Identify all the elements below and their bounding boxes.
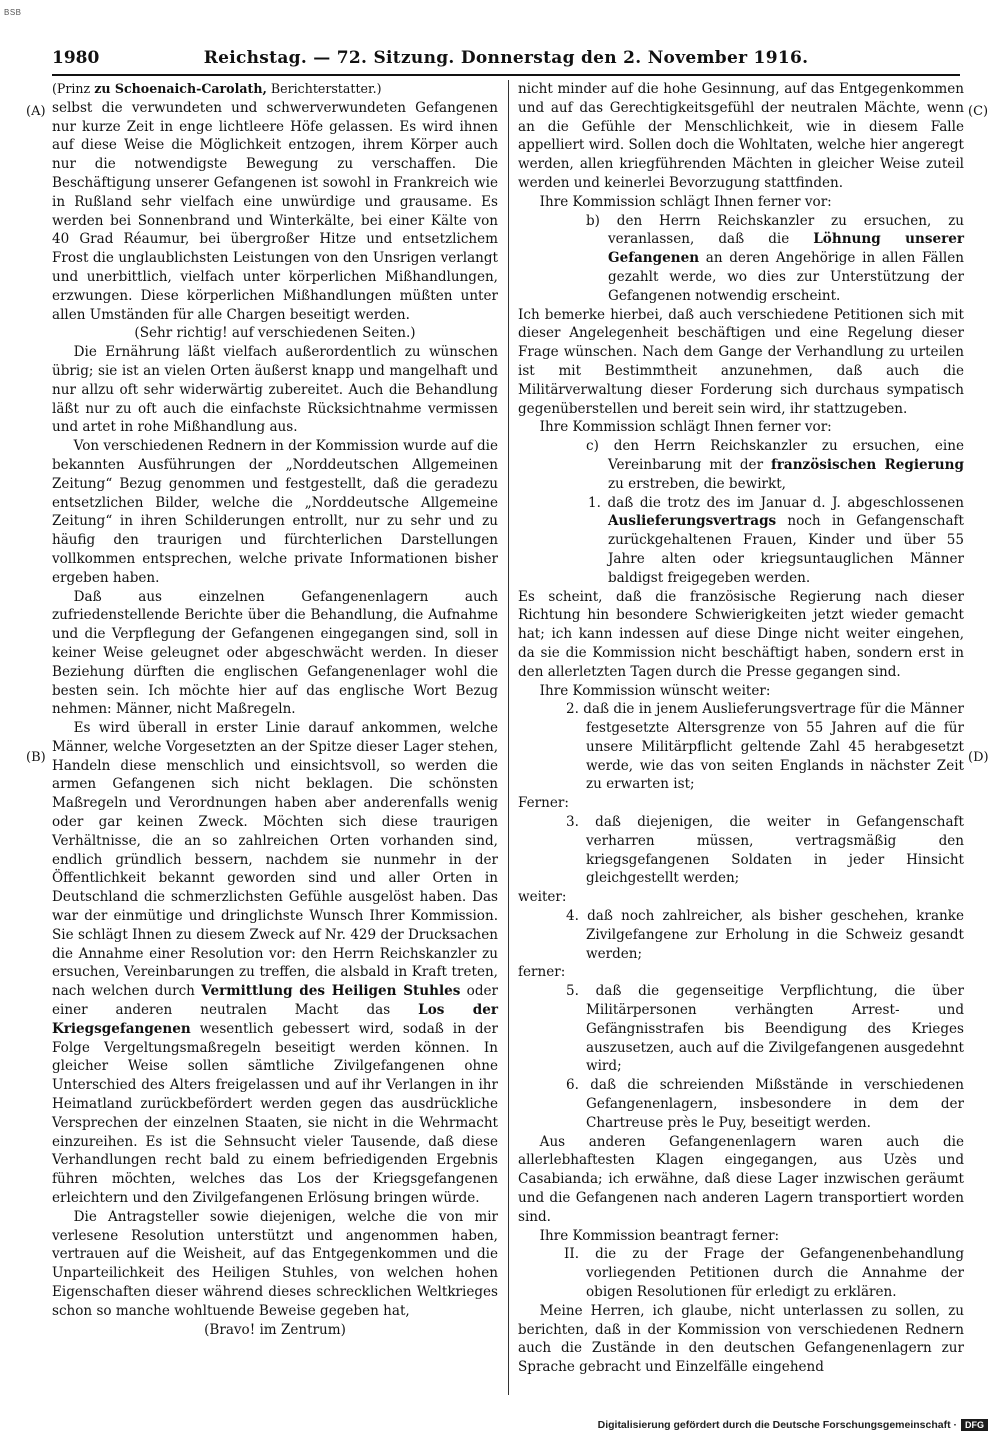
dfg-logo: DFG: [961, 1419, 988, 1431]
speaker-prefix: (Prinz: [52, 81, 95, 96]
page-number: 1980: [52, 48, 100, 68]
left-column: [52, 80, 498, 1339]
emphasis: französischen Regierung: [770, 456, 964, 473]
interjection: (Sehr richtig! auf verschiedenen Seiten.): [134, 325, 416, 342]
margin-mark-d: (D): [968, 750, 989, 765]
speaker-line: [52, 80, 498, 99]
text-run: noch in Gefangenschaft zurückgehaltenen Frauen, Kinder und über 55 Jahre alten oder kriegsuntauglichen Männer baldigst freigegeben werden.: [608, 513, 964, 586]
paragraph: Ihre Kommission wünscht weiter:: [539, 682, 771, 699]
right-column: [518, 80, 964, 1377]
text-run: wesentlich gebessert wird, sodaß in der Folge Vergeltungsmaßregeln beseitigt werden können. In gleicher Weise sollen sämtliche Zivilgefangenen ohne Unterschied des Alters freigelassen und auf ihr Verlangen in ihr Heimatland zurückbefördert werden gegen das ausdrückliche Versprechen der einzelnen Staaten, sie nicht in die Wehrmacht einzureihen. Es ist die Sehnsucht vieler Tausende, daß diese Verhandlungen recht bald zu einem befriedigenden Ergebnis führen möchten, welches das Los der Kriegsgefangenen erleichtern und den Zivilgefangenen Erlösung bringen würde.: [52, 1020, 498, 1207]
paragraph: Ihre Kommission beantragt ferner:: [539, 1227, 780, 1244]
emphasis: Los der Kriegsgefangenen: [52, 1002, 498, 1037]
column-divider: [508, 80, 509, 1395]
paragraph: Ich bemerke hierbei, daß auch verschiedene Petitionen sich mit dieser Angelegenheit beschäftigen und eine Regelung dieser Frage wünschen. Nach dem Gange der Verhandlung zu urteilen ist mit Bestimmtheit anzunehmen, daß auch die Militärverwaltung dieser Forderung sich durchaus sympatisch gegenüberstellen und bereit sein wird, ihr stattzugeben.: [518, 306, 964, 417]
funding-note: Digitalisierung gefördert durch die Deutsche Forschungsgemeinschaft ·: [597, 1419, 957, 1431]
paragraph-resolution: [52, 719, 498, 1208]
emphasis: Auslieferungsvertrags: [608, 513, 777, 530]
text-run: zu erstreben, die bewirkt,: [608, 475, 786, 492]
interjection: (Bravo! im Zentrum): [204, 1321, 346, 1338]
emphasis: Vermittlung des Heiligen Stuhles: [201, 983, 461, 1000]
paragraph: Die Antragsteller sowie diejenigen, welche die von mir verlesene Resolution unterstützt und angenommen haben, vertrauen auf die Weisheit, auf das Entgegenkommen und die Unparteilichkeit des Heiligen Stuhles, von welchen hohen Eigenschaften dieser während dieses schrecklichen Weltkrieges schon so manche wohltuende Beweise gegeben hat,: [52, 1208, 498, 1319]
paragraph: nicht minder auf die hohe Gesinnung, auf das Entgegenkommen und auf das Gerechtigkeitsgefühl der neutralen Mächte, wenn an die Gefühle der Menschlichkeit, wie in diesem Falle appelliert wird. Sollen doch die Wohltaten, welche hier angeregt werden, allen kriegführenden Mächten in gleicher Weise zuteil werden und keinerlei Bevorzugung stattfinden.: [518, 81, 964, 191]
speaker-name: zu Schoenaich-Carolath,: [94, 81, 267, 96]
page-header: [52, 46, 960, 76]
list-item-5: 5. daß die gegenseitige Verpflichtung, die über Militärpersonen verhängten Arrest- und Gefängnisstrafen bis Beendigung des Krieges auszusetzen, auch auf die Zivilgefangenen ausgedehnt wird;: [566, 983, 964, 1075]
connector-word: ferner:: [518, 964, 566, 981]
paragraph: Ihre Kommission schlägt Ihnen ferner vor:: [539, 193, 832, 210]
list-item-ii: II. die zu der Frage der Gefangenenbehandlung vorliegenden Petitionen durch die Annahme der obigen Resolutionen für erledigt zu erklären.: [564, 1246, 964, 1300]
list-item-1: [518, 494, 964, 588]
connector-word: weiter:: [518, 889, 567, 906]
text-run: c) den Herrn Reichskanzler zu ersuchen, eine Vereinbarung mit der: [586, 438, 964, 473]
margin-mark-b: (B): [26, 750, 46, 765]
text-run: b) den Herrn Reichskanzler zu ersuchen, zu veranlassen, daß die: [586, 212, 964, 248]
margin-mark-a: (A): [26, 104, 46, 119]
paragraph: Die Ernährung läßt vielfach außerordentlich zu wünschen übrig; sie ist an vielen Orten äußerst knapp und mangelhaft und nur allzu oft sehr widerwärtig zubereitet. Auch die Behandlung läßt nur zu oft auch die einfachste Rücksichtnahme vermissen und artet in rohe Mißhandlung aus.: [52, 344, 498, 436]
list-item-c: [518, 437, 964, 493]
list-item-3: 3. daß diejenigen, die weiter in Gefangenschaft verharren müssen, vertragsmäßig den kriegsgefangenen Soldaten in jeder Hinsicht gleichgestellt werden;: [566, 814, 964, 887]
emphasis: Löhnung unserer Gefangenen: [608, 231, 965, 267]
list-item-b: [518, 212, 964, 306]
list-item-4: 4. daß noch zahlreicher, als bisher geschehen, kranke Zivilgefangene zur Erholung in die Schweiz gesandt werden;: [566, 908, 964, 962]
text-run: an deren Angehörige in allen Fällen gezahlt werde, wo dies zur Unterstützung der Gefangenen notwendig erscheint.: [608, 250, 964, 304]
running-head: Reichstag. — 72. Sitzung. Donnerstag den 2. November 1916.: [203, 48, 809, 68]
speaker-role: Berichterstatter.): [266, 81, 382, 96]
paragraph: selbst die verwundeten und schwerverwundeten Gefangenen nur kurze Zeit in enge lichtleere Höfe gelassen. Es wird ihnen auf diese Weise die Möglichkeit entzogen, ihrem Körper auch nur die notwendigste Bewegung zu verschaffen. Die Beschäftigung unserer Gefangenen ist sowohl in Frankreich wie in Rußland sehr vielfach eine unwürdige und grausame. Es werden bei Sonnenbrand und Winterkälte, bei einer Kälte von 40 Grad Réaumur, bei übergroßer Hitze und entsetzlichem Frost die unglaublichsten Leistungen von den Unsrigen verlangt und unerbittlich, vielfach unter körperlichen Mißhandlungen, erzwungen. Diese körperlichen Mißhandlungen müßten unter allen Umständen für alle Chargen beseitigt werden.: [52, 99, 498, 323]
list-item-2: 2. daß die in jenem Auslieferungsvertrage für die Männer festgesetzte Altersgrenze von 55 Jahren auf die für unsere Militärpflicht geltende Zahl 45 herabgesetzt werde, wie das von seiten Englands in nächster Zeit zu erwarten ist;: [566, 701, 964, 793]
paragraph: Von verschiedenen Rednern in der Kommission wurde auf die bekannten Ausführungen der „Norddeutschen Allgemeinen Zeitung“ Bezug genommen und festgestellt, daß die geradezu entsetzlichen Bilder, welche die „Norddeutsche Allgemeine Zeitung“ in ihren Schilderungen entrollt, nur zu sehr und zu häufig den traurigen und fürchterlichen Darstellungen vollkommen entsprechen, welche private Informationen bisher ergeben haben.: [52, 438, 498, 586]
paragraph: Meine Herren, ich glaube, nicht unterlassen zu sollen, zu berichten, daß in der Kommission von verschiedenen Rednern auch die Zustände in den deutschen Gefangenenlagern zur Sprache gebracht und Einzelfälle eingehend: [518, 1302, 964, 1376]
paragraph: Aus anderen Gefangenenlagern waren auch die allerlebhaftesten Klagen eingegangen, aus Uzès und Casabianda; ich erwähne, daß diese Lager inzwischen geräumt und die Gefangenen nach anderen Lagern transportiert worden sind.: [518, 1133, 964, 1225]
library-watermark: BSB: [4, 8, 22, 17]
text-run: 1. daß die trotz des im Januar d. J. abgeschlossenen: [588, 494, 964, 511]
paragraph: Es scheint, daß die französische Regierung nach dieser Richtung hin besondere Schwierigkeiten jetzt wieder gemacht hat; ich kann indessen auf diese Dinge nicht weiter eingehen, da sie die Kommission nicht beschäftigt haben, sondern erst in den allerletzten Tagen durch die Presse gegangen sind.: [518, 588, 964, 680]
funding-footer: [598, 1419, 988, 1431]
text-run: oder einer anderen neutralen Macht das: [52, 983, 498, 1019]
connector-word: Ferner:: [518, 795, 569, 812]
paragraph: Ihre Kommission schlägt Ihnen ferner vor:: [539, 419, 832, 436]
text-run: Es wird überall in erster Linie darauf ankommen, welche Männer, welche Vorgesetzten an der Spitze dieser Lager stehen, Handeln diese menschlich und einsichtsvoll, so werden die armen Gefangenen sich nicht beklagen. Die schönsten Maßregeln und Verordnungen haben aber anderenfalls wenig oder gar keinen Zweck. Möchten sich diese traurigen Verhältnisse, die an so zahlreichen Orten vorhanden sind, endlich gründlich bessern, nachdem sie nunmehr in der Öffentlichkeit bekannt geworden sind und aller Orten in Deutschland die schmerzlichsten Gefühle ausgelöst haben. Das war der einmütige und dringlichste Wunsch Ihrer Kommission. Sie schlägt Ihnen zu diesem Zweck auf Nr. 429 der Drucksachen die Annahme einer Resolution vor: den Herrn Reichskanzler zu ersuchen, Vereinbarungen zu treffen, die alsbald in Kraft treten, nach welchen durch: [52, 720, 498, 1000]
list-item-6: 6. daß die schreienden Mißstände in verschiedenen Gefangenenlagern, insbesondere in dem der Chartreuse près le Puy, beseitigt werden.: [566, 1077, 964, 1131]
paragraph: Daß aus einzelnen Gefangenenlagern auch zufriedenstellende Berichte über die Behandlung, die Aufnahme und die Verpflegung der Gefangenen eingegangen sind, soll in keiner Weise geleugnet oder abgeschwächt werden. In dieser Beziehung dürften die englischen Gefangenenlager wohl die besten sein. Ich möchte hier auf das englische Wort Bezug nehmen: Männer, nicht Maßregeln.: [52, 588, 498, 718]
margin-mark-c: (C): [968, 104, 989, 119]
